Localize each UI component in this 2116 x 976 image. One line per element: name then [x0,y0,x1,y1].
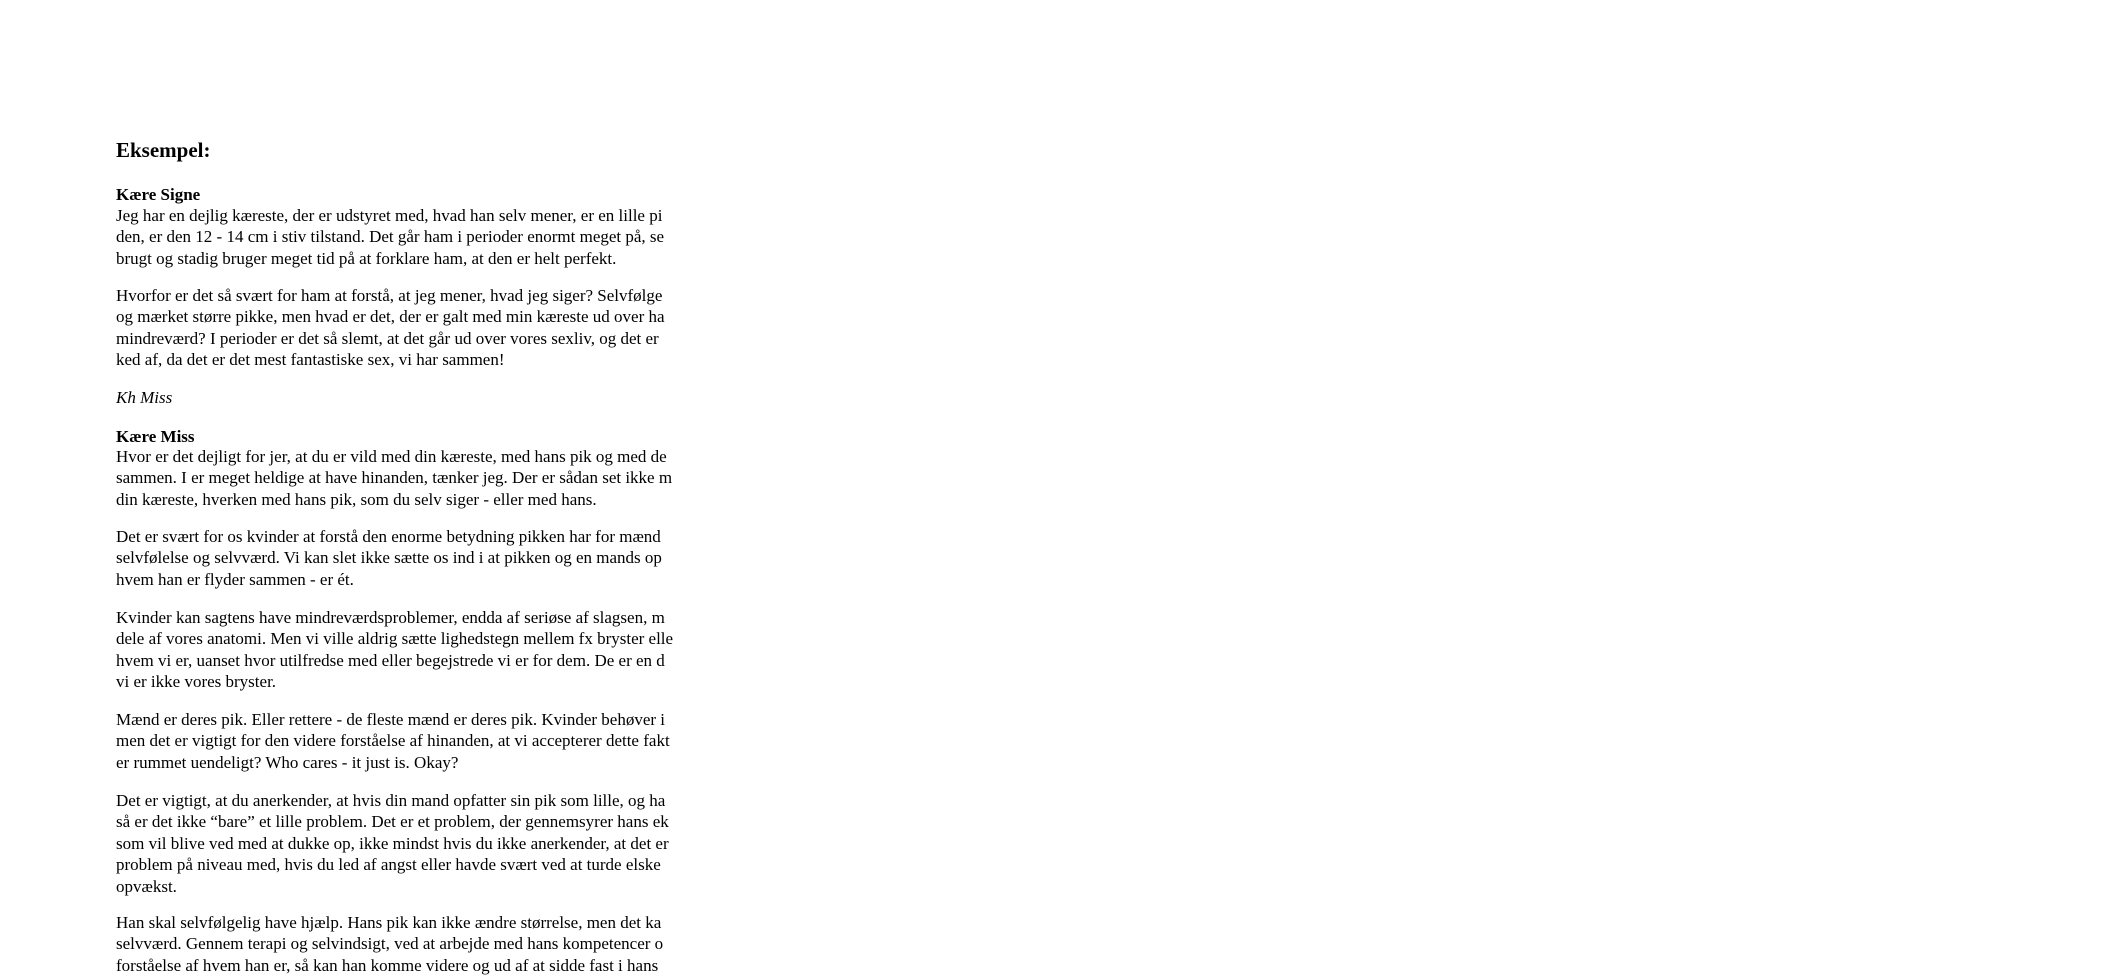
text-line: Det er vigtigt, at du anerkender, at hvis din mand opfatter sin pik som lille, og ha [116,791,666,810]
text-line: vi er ikke vores bryster. [116,672,277,692]
text-line: Hvorfor er det så svært for ham at forstå, at jeg mener, hvad jeg siger? Selvfølge [116,286,663,305]
text-line: som vil blive ved med at dukke op, ikke mindst hvis du ikke anerkender, at det er [116,833,669,853]
text-line: Kvinder kan sagtens have mindreværdsproblemer, endda af seriøse af slagsen, m [116,608,665,627]
text-line: den, er den 12 - 14 cm i stiv tilstand. Det går ham i perioder enormt meget på, se [116,227,665,247]
text-line: hvem han er flyder sammen - er ét. [116,569,354,589]
text-line: forståelse af hvem han er, så kan han komme videre og ud af at sidde fast i hans [116,955,659,975]
text-line: din kæreste, hverken med hans pik, som du selv siger - eller med hans. [116,489,597,509]
text-line: hvem vi er, uanset hvor utilfredse med eller begejstrede vi er for dem. De er en d [116,650,665,670]
text-line: er rummet uendeligt? Who cares - it just is. Okay? [116,752,459,772]
text-line: dele af vores anatomi. Men vi ville aldrig sætte lighedstegn mellem fx bryster elle [116,629,674,649]
text-line: ked af, da det er det mest fantastiske sex, vi har sammen! [116,350,505,370]
letter2-paragraph-1 [116,446,2116,510]
letter2-paragraph-6 [116,912,2116,976]
text-line: brugt og stadig bruger meget tid på at forklare ham, at den er helt perfekt. [116,248,617,268]
letter2-paragraph-4 [116,709,2116,773]
text-line: opvækst. [116,876,177,896]
letter1-signature: Kh Miss [116,388,173,407]
page-heading: Eksempel: [116,138,211,162]
text-line: Mænd er deres pik. Eller rettere - de fleste mænd er deres pik. Kvinder behøver i [116,710,666,729]
letter1-paragraph-1 [116,205,2116,269]
letter2-paragraph-5 [116,790,2116,897]
text-line: Han skal selvfølgelig have hjælp. Hans pik kan ikke ændre størrelse, men det ka [116,913,662,932]
text-line: så er det ikke “bare” et lille problem. Det er et problem, der gennemsyrer hans ek [116,812,669,832]
text-line: Jeg har en dejlig kæreste, der er udstyret med, hvad han selv mener, er en lille pi [116,206,663,225]
letter2-paragraph-2 [116,526,2116,590]
text-line: Det er svært for os kvinder at forstå den enorme betydning pikken har for mænd [116,527,661,546]
text-line: men det er vigtigt for den videre forståelse af hinanden, at vi accepterer dette fakt [116,731,670,751]
letter2-paragraph-3 [116,607,2116,693]
letter1-paragraph-2 [116,285,2116,371]
text-line: mindreværd? I perioder er det så slemt, at det går ud over vores sexliv, og det er [116,328,659,348]
text-line: problem på niveau med, hvis du led af angst eller havde svært ved at turde elske [116,855,661,875]
document-page [116,0,680,975]
text-line: selvfølelse og selvværd. Vi kan slet ikke sætte os ind i at pikken og en mands op [116,548,662,568]
text-line: sammen. I er meget heldige at have hinanden, tænker jeg. Der er sådan set ikke m [116,468,673,488]
letter1-salutation: Kære Signe [116,185,201,204]
text-line: Hvor er det dejligt for jer, at du er vild med din kæreste, med hans pik og med de [116,447,667,466]
text-line: selvværd. Gennem terapi og selvindsigt, ved at arbejde med hans kompetencer o [116,934,664,954]
text-line: og mærket større pikke, men hvad er det, der er galt med min kæreste ud over ha [116,307,665,327]
letter2-salutation: Kære Miss [116,427,195,446]
